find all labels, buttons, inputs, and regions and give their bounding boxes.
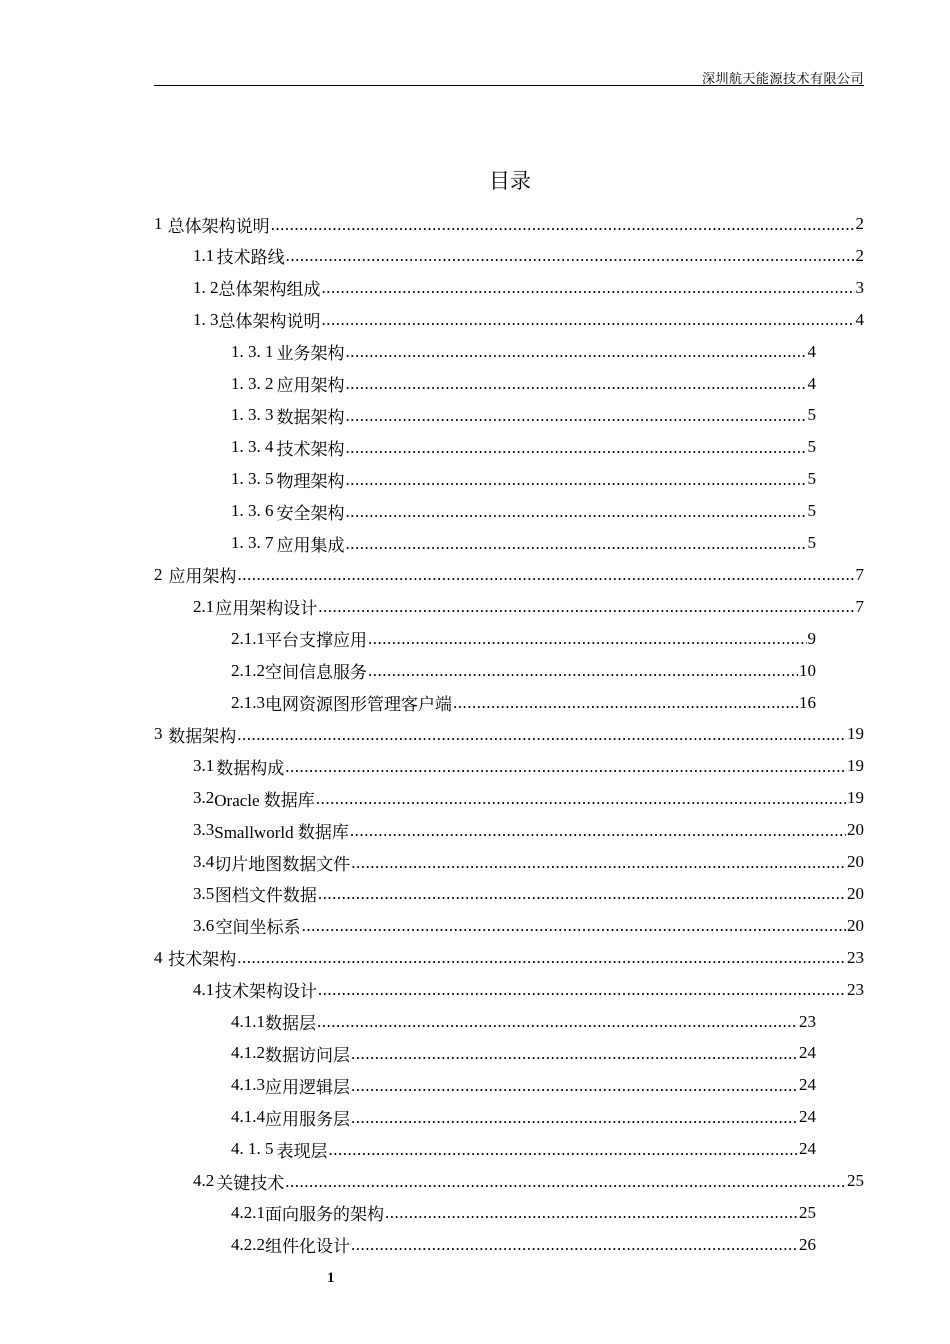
toc-leader-dots (237, 949, 846, 966)
toc-entry-page: 10 (799, 660, 816, 680)
toc-entry-label: 数据层 (265, 1014, 316, 1033)
toc-entry-page: 5 (807, 405, 816, 425)
toc-entry[interactable] (231, 1101, 816, 1133)
toc-entry-number: 2 (154, 564, 163, 584)
toc-leader-dots (318, 598, 854, 615)
toc-entry-label: 技术架构设计 (214, 982, 317, 1002)
toc-entry-number: 3.4 (193, 852, 215, 871)
toc-entry-page: 9 (807, 628, 816, 648)
toc-entry-number: 1. 3. 4 (231, 437, 274, 457)
toc-entry-number: 1. 3. 6 (231, 501, 274, 521)
toc-entry-page: 19 (847, 724, 864, 744)
toc-entry[interactable] (193, 272, 864, 304)
toc-leader-dots (346, 471, 807, 488)
toc-entry[interactable] (231, 495, 816, 527)
toc-entry-number: 3.3 (193, 820, 215, 840)
toc-entry-label: 应用架构 (168, 567, 237, 587)
toc-entry[interactable] (193, 1165, 864, 1197)
toc-entry-page: 24 (799, 1139, 816, 1159)
toc-entry-label: Oracle 数据库 (214, 790, 315, 810)
toc-entry-page: 7 (855, 596, 864, 616)
toc-entry-page: 3 (855, 277, 864, 297)
toc-leader-dots (346, 503, 807, 520)
toc-leader-dots (285, 758, 846, 775)
toc-leader-dots (351, 1109, 798, 1126)
toc-entry-number: 1. 3. 7 (231, 533, 274, 552)
toc-entry-page: 7 (855, 564, 864, 584)
toc-entry-number: 1. 3. 2 (231, 373, 274, 393)
toc-entry-label: 平台支撑应用 (265, 631, 367, 651)
toc-entry-label: 总体架构说明 (167, 216, 270, 236)
toc-entry-page: 23 (847, 979, 864, 999)
toc-entry-label: 物理架构 (276, 471, 345, 491)
toc-entry-number: 4 (154, 947, 163, 967)
toc-entry-label: 业务架构 (276, 344, 345, 364)
toc-entry[interactable] (231, 1197, 816, 1229)
toc-entry-label: 应用架构设计 (215, 599, 318, 619)
toc-entry[interactable] (231, 1133, 816, 1165)
toc-leader-dots (322, 311, 855, 328)
toc-entry[interactable] (193, 750, 864, 782)
toc-leader-dots (346, 535, 807, 552)
toc-entry-label: 数据架构 (168, 726, 237, 746)
toc-entry-label: 数据访问层 (265, 1045, 350, 1065)
toc-entry-number: 2.1.3 (231, 692, 265, 712)
toc-entry-number: 3.1 (193, 756, 215, 776)
toc-entry[interactable] (193, 846, 864, 878)
toc-entry-number: 4.1 (193, 979, 215, 999)
toc-entry-number: 4.2.2 (231, 1234, 265, 1254)
toc-entry-page: 20 (847, 820, 864, 840)
toc-entry-number: 4.1.3 (231, 1075, 265, 1095)
toc-entry-page: 5 (807, 533, 816, 552)
toc-entry[interactable] (193, 591, 864, 623)
toc-entry[interactable] (154, 559, 864, 591)
toc-entry-page: 25 (799, 1202, 816, 1222)
toc-entry[interactable] (154, 942, 864, 974)
toc-entry-page: 19 (847, 756, 864, 776)
toc-leader-dots (329, 1141, 799, 1158)
toc-leader-dots (237, 566, 854, 583)
toc-leader-dots (346, 375, 807, 392)
toc-entry-number: 3.2 (193, 788, 215, 808)
toc-entry-label: 空间坐标系 (215, 918, 301, 938)
toc-leader-dots (351, 854, 846, 871)
toc-entry[interactable] (154, 208, 864, 240)
toc-leader-dots (351, 1045, 798, 1062)
toc-entry-number: 1. 2 (193, 277, 219, 297)
toc-entry[interactable] (231, 623, 816, 655)
toc-entry-number: 2.1.2 (231, 660, 265, 680)
toc-entry-number: 4.2 (193, 1171, 215, 1190)
toc-entry-page: 24 (799, 1075, 816, 1095)
toc-entry-number: 4.1.1 (231, 1011, 265, 1031)
toc-leader-dots (351, 1236, 798, 1253)
toc-entry-page: 24 (799, 1043, 816, 1063)
toc-entry-number: 2.1.1 (231, 628, 265, 648)
toc-leader-dots (346, 439, 807, 456)
toc-entry[interactable] (193, 240, 864, 272)
toc-entry[interactable] (231, 399, 816, 431)
toc-entry-label: 技术路线 (216, 248, 285, 268)
toc-leader-dots (237, 726, 846, 743)
toc-entry-label: 应用集成 (276, 535, 345, 555)
page-header-company: 深圳航天能源技术有限公司 (701, 72, 864, 87)
toc-entry[interactable] (193, 814, 864, 846)
toc-leader-dots (285, 1173, 846, 1190)
toc-entry-page: 4 (855, 309, 864, 329)
toc-entry-page: 2 (855, 214, 864, 233)
toc-entry-number: 1. 3. 3 (231, 405, 274, 425)
toc-entry-number: 3.5 (193, 883, 215, 903)
toc-entry-label: 空间信息服务 (265, 663, 367, 683)
toc-entry-number: 4.1.2 (231, 1043, 265, 1063)
toc-entry[interactable] (154, 718, 864, 750)
toc-entry-number: 1. 3 (193, 309, 219, 329)
toc-leader-dots (368, 630, 807, 647)
toc-entry-number: 4.2.1 (231, 1202, 265, 1222)
toc-entry-label: 数据构成 (216, 758, 285, 778)
toc-entry-page: 20 (847, 852, 864, 871)
toc-entry[interactable] (231, 1037, 816, 1069)
toc-entry-label: 图档文件数据 (214, 886, 317, 906)
toc-entry-page: 5 (807, 437, 816, 457)
toc-entry-page: 4 (807, 373, 816, 393)
toc-entry-page: 5 (807, 501, 816, 521)
toc-entry-label: 安全架构 (276, 503, 345, 523)
toc-entry-page: 23 (847, 947, 864, 967)
toc-leader-dots (453, 694, 798, 711)
toc-entry[interactable] (231, 655, 816, 687)
toc-entry-label: 总体架构说明 (218, 312, 321, 332)
toc-entry-label: 技术架构 (276, 439, 345, 459)
toc-entry-number: 4. 1. 5 (231, 1139, 274, 1159)
toc-entry-label: 应用服务层 (265, 1109, 350, 1129)
toc-entry-page: 16 (799, 692, 816, 712)
header-rule (154, 85, 864, 86)
toc-leader-dots (302, 917, 846, 934)
toc-entry[interactable] (231, 1229, 816, 1261)
toc-entry-page: 20 (847, 915, 864, 935)
toc-entry-number: 2.1 (193, 596, 215, 616)
toc-entry[interactable] (193, 304, 864, 336)
toc-entry[interactable] (193, 782, 864, 814)
toc-leader-dots (385, 1204, 798, 1221)
toc-entry[interactable] (193, 910, 864, 942)
toc-entry-label: 电网资源图形管理客户端 (265, 695, 452, 714)
toc-entry-label: 面向服务的架构 (265, 1205, 384, 1225)
toc-title: 目录 (489, 169, 531, 193)
toc-leader-dots (316, 790, 846, 807)
toc-entry-number: 3.6 (193, 915, 215, 935)
toc-leader-dots (286, 247, 855, 264)
toc-entry[interactable] (231, 527, 816, 559)
toc-entry-label: 表现层 (276, 1141, 328, 1161)
toc-leader-dots (368, 662, 798, 679)
toc-entry[interactable] (231, 463, 816, 495)
toc-entry-page: 4 (807, 341, 816, 361)
toc-entry-label: 应用架构 (276, 376, 345, 395)
toc-entry[interactable] (193, 974, 864, 1006)
toc-entry-page: 2 (855, 245, 864, 265)
toc-entry[interactable] (231, 687, 816, 719)
toc-leader-dots (351, 1077, 798, 1094)
page-number: 1 (327, 1270, 335, 1286)
toc-leader-dots (322, 279, 855, 296)
toc-entry[interactable] (231, 1006, 816, 1038)
toc-entry-page: 24 (799, 1107, 816, 1127)
toc-leader-dots (346, 407, 807, 424)
toc-leader-dots (318, 885, 846, 902)
toc-entry-number: 1. 3. 5 (231, 469, 274, 489)
toc-entry-label: 应用逻辑层 (265, 1077, 350, 1097)
toc-entry-label: 数据架构 (276, 407, 345, 427)
toc-entry-page: 26 (799, 1234, 816, 1254)
toc-entry-label: Smallworld 数据库 (214, 822, 349, 842)
toc-entry[interactable] (231, 336, 816, 368)
toc-entry-label: 组件化设计 (265, 1237, 350, 1257)
toc-leader-dots (317, 1013, 798, 1030)
toc-entry-number: 1. 3. 1 (231, 341, 274, 361)
toc-entry[interactable] (231, 431, 816, 463)
toc-entry-page: 23 (799, 1011, 816, 1031)
toc-entry-number: 1.1 (193, 245, 215, 265)
toc-entry-number: 1 (154, 214, 163, 233)
toc-entry-page: 5 (807, 469, 816, 489)
toc-entry[interactable] (193, 878, 864, 910)
toc-leader-dots (350, 822, 846, 839)
toc-entry[interactable] (231, 1069, 816, 1101)
toc-leader-dots (271, 216, 855, 233)
toc-entry-label: 切片地图数据文件 (214, 854, 351, 874)
toc-entry-page: 19 (847, 788, 864, 808)
toc-entry-number: 4.1.4 (231, 1107, 265, 1127)
toc-leader-dots (318, 981, 846, 998)
toc-entry-page: 25 (847, 1171, 864, 1190)
toc-leader-dots (346, 343, 807, 360)
toc-entry-page: 20 (847, 883, 864, 903)
toc-entry-label: 技术架构 (168, 950, 237, 970)
toc-entry[interactable] (231, 368, 816, 400)
toc-entry-label: 关键技术 (216, 1173, 285, 1193)
toc-entry-label: 总体架构组成 (218, 280, 321, 300)
toc-entry-number: 3 (154, 724, 163, 744)
